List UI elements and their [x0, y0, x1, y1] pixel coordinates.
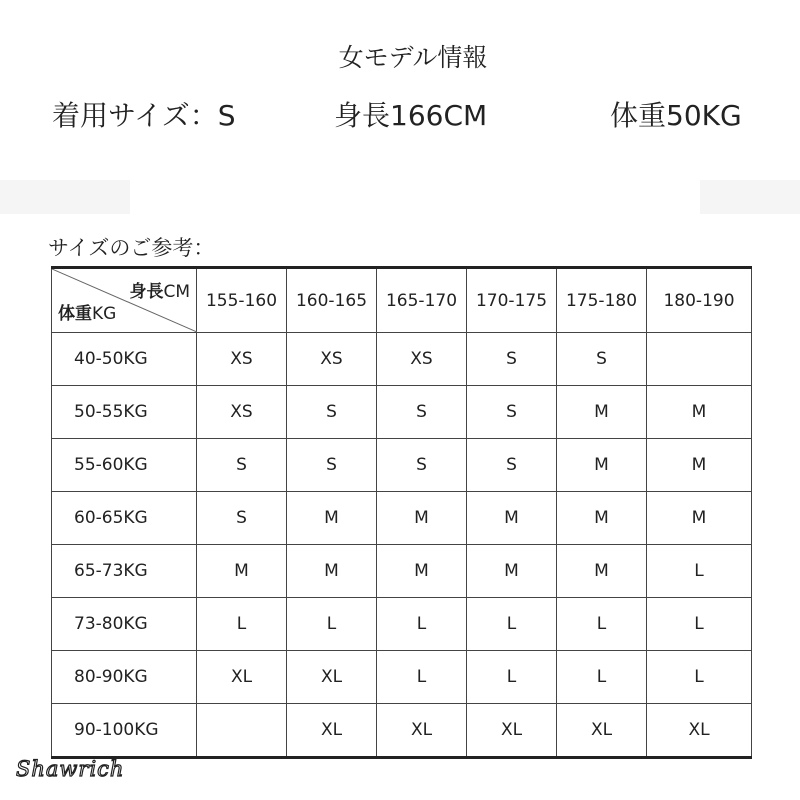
size-cell: M	[557, 492, 647, 545]
table-row	[52, 386, 752, 439]
model-height-info: 身長166CM	[334, 99, 488, 132]
size-cell: M	[467, 545, 557, 598]
corner-cell	[52, 268, 197, 333]
size-cell: XL	[557, 704, 647, 758]
background-strip-left	[0, 180, 130, 214]
page-title: 女モデル情報	[338, 43, 488, 72]
size-cell: XL	[287, 651, 377, 704]
size-cell: L	[557, 598, 647, 651]
background-strip-right	[700, 180, 800, 214]
size-cell: XL	[197, 651, 287, 704]
size-cell: L	[647, 545, 752, 598]
table-row	[52, 545, 752, 598]
size-cell: M	[377, 492, 467, 545]
size-cell: S	[197, 492, 287, 545]
table-row	[52, 492, 752, 545]
size-cell	[197, 704, 287, 758]
size-cell: M	[557, 545, 647, 598]
model-size-info: 着用サイズ：S	[52, 99, 236, 132]
table-row	[52, 333, 752, 386]
size-cell: S	[467, 333, 557, 386]
size-cell: L	[467, 651, 557, 704]
size-cell: XS	[197, 333, 287, 386]
table-row	[52, 704, 752, 758]
height-column-header: 165-170	[377, 268, 467, 333]
brand-logo: Shawrich	[16, 757, 125, 781]
size-cell: S	[287, 439, 377, 492]
weight-row-label: 73-80KG	[52, 598, 197, 651]
size-cell: L	[557, 651, 647, 704]
size-cell: S	[197, 439, 287, 492]
height-column-header: 180-190	[647, 268, 752, 333]
size-cell: S	[377, 386, 467, 439]
size-cell: L	[377, 651, 467, 704]
size-cell: M	[557, 439, 647, 492]
size-cell: XL	[467, 704, 557, 758]
size-cell: M	[197, 545, 287, 598]
size-cell: XS	[197, 386, 287, 439]
weight-row-label: 80-90KG	[52, 651, 197, 704]
weight-row-label: 50-55KG	[52, 386, 197, 439]
height-column-header: 175-180	[557, 268, 647, 333]
header-row	[52, 268, 752, 333]
table-row	[52, 651, 752, 704]
corner-weight-label: 体重KG	[58, 304, 117, 324]
size-cell: L	[287, 598, 377, 651]
size-cell: M	[377, 545, 467, 598]
model-weight-info: 体重50KG	[610, 99, 742, 132]
size-cell: XL	[377, 704, 467, 758]
size-cell: M	[647, 439, 752, 492]
size-cell	[647, 333, 752, 386]
size-cell: L	[377, 598, 467, 651]
size-cell: S	[557, 333, 647, 386]
weight-row-label: 60-65KG	[52, 492, 197, 545]
height-column-header: 155-160	[197, 268, 287, 333]
size-cell: M	[647, 386, 752, 439]
size-cell: M	[467, 492, 557, 545]
size-cell: M	[287, 492, 377, 545]
corner-height-label: 身長CM	[129, 282, 190, 302]
size-cell: S	[467, 439, 557, 492]
table-row	[52, 439, 752, 492]
size-cell: S	[467, 386, 557, 439]
size-cell: S	[287, 386, 377, 439]
size-cell: S	[377, 439, 467, 492]
size-chart-table	[51, 266, 752, 759]
weight-row-label: 65-73KG	[52, 545, 197, 598]
size-reference-label: サイズのご参考：	[48, 236, 215, 260]
height-column-header: 160-165	[287, 268, 377, 333]
table-row	[52, 598, 752, 651]
size-cell: XL	[647, 704, 752, 758]
height-column-header: 170-175	[467, 268, 557, 333]
weight-row-label: 40-50KG	[52, 333, 197, 386]
size-cell: M	[287, 545, 377, 598]
weight-row-label: 90-100KG	[52, 704, 197, 758]
size-cell: XS	[377, 333, 467, 386]
size-cell: L	[467, 598, 557, 651]
size-cell: XL	[287, 704, 377, 758]
size-cell: L	[647, 598, 752, 651]
size-cell: M	[647, 492, 752, 545]
size-cell: L	[197, 598, 287, 651]
weight-row-label: 55-60KG	[52, 439, 197, 492]
size-cell: M	[557, 386, 647, 439]
size-cell: L	[647, 651, 752, 704]
size-cell: XS	[287, 333, 377, 386]
